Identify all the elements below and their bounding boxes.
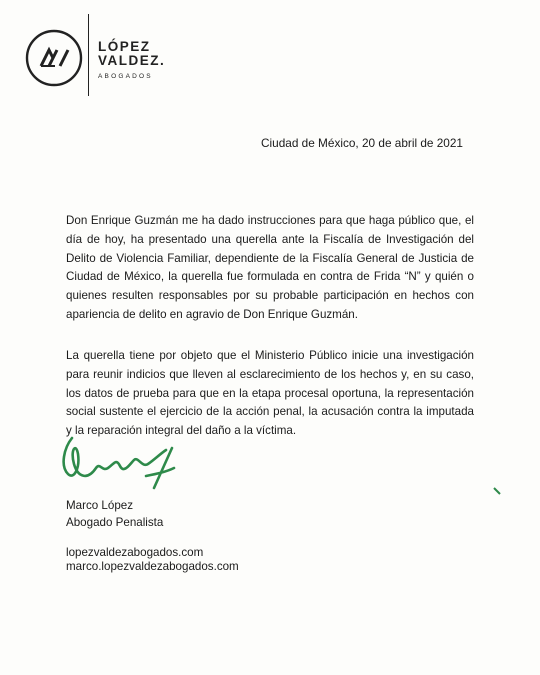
website-link[interactable]: lopezvaldezabogados.com	[66, 546, 204, 559]
handwritten-signature	[50, 428, 200, 498]
paragraph-1: Don Enrique Guzmán me ha dado instrucciones para que haga público que, el día de hoy, ha presentado una querella ante la Fiscalía de Investigación del Delito de Violencia Familiar, dependiente de la Fiscalía General de Justicia de Ciudad de México, la querella fue formulada en contra de Frida “N” y quién o quienes resulten responsables por su probable participación en hechos con apariencia de delito en agravio de Don Enrique Guzmán.	[66, 214, 474, 321]
paragraph-2: La querella tiene por objeto que el Ministerio Público inicie una investigación para reunir indicios que lleven al esclarecimiento de los hechos y, en su caso, los datos de prueba para que en la etapa procesal oportuna, la representación social sustente el ejercicio de la acción penal, la acusación contra la imputada y la reparación integral del daño a la víctima.	[66, 349, 474, 438]
date-line: Ciudad de México, 20 de abril de 2021	[261, 136, 463, 150]
letterhead-divider	[88, 14, 89, 96]
lv-monogram-circle-icon	[24, 28, 84, 88]
firm-name-line2: VALDEZ.	[98, 53, 166, 68]
firm-name-line1: LÓPEZ	[98, 39, 151, 54]
ink-mark	[492, 486, 502, 496]
firm-name	[98, 40, 165, 84]
signer-name: Marco López	[66, 499, 134, 512]
email-link[interactable]: marco.lopezvaldezabogados.com	[66, 560, 239, 573]
firm-subtitle: ABOGADOS	[98, 73, 153, 80]
signer-title: Abogado Penalista	[66, 516, 164, 529]
contact-block	[66, 546, 239, 574]
signature-block	[66, 497, 163, 531]
letterhead	[24, 28, 84, 100]
